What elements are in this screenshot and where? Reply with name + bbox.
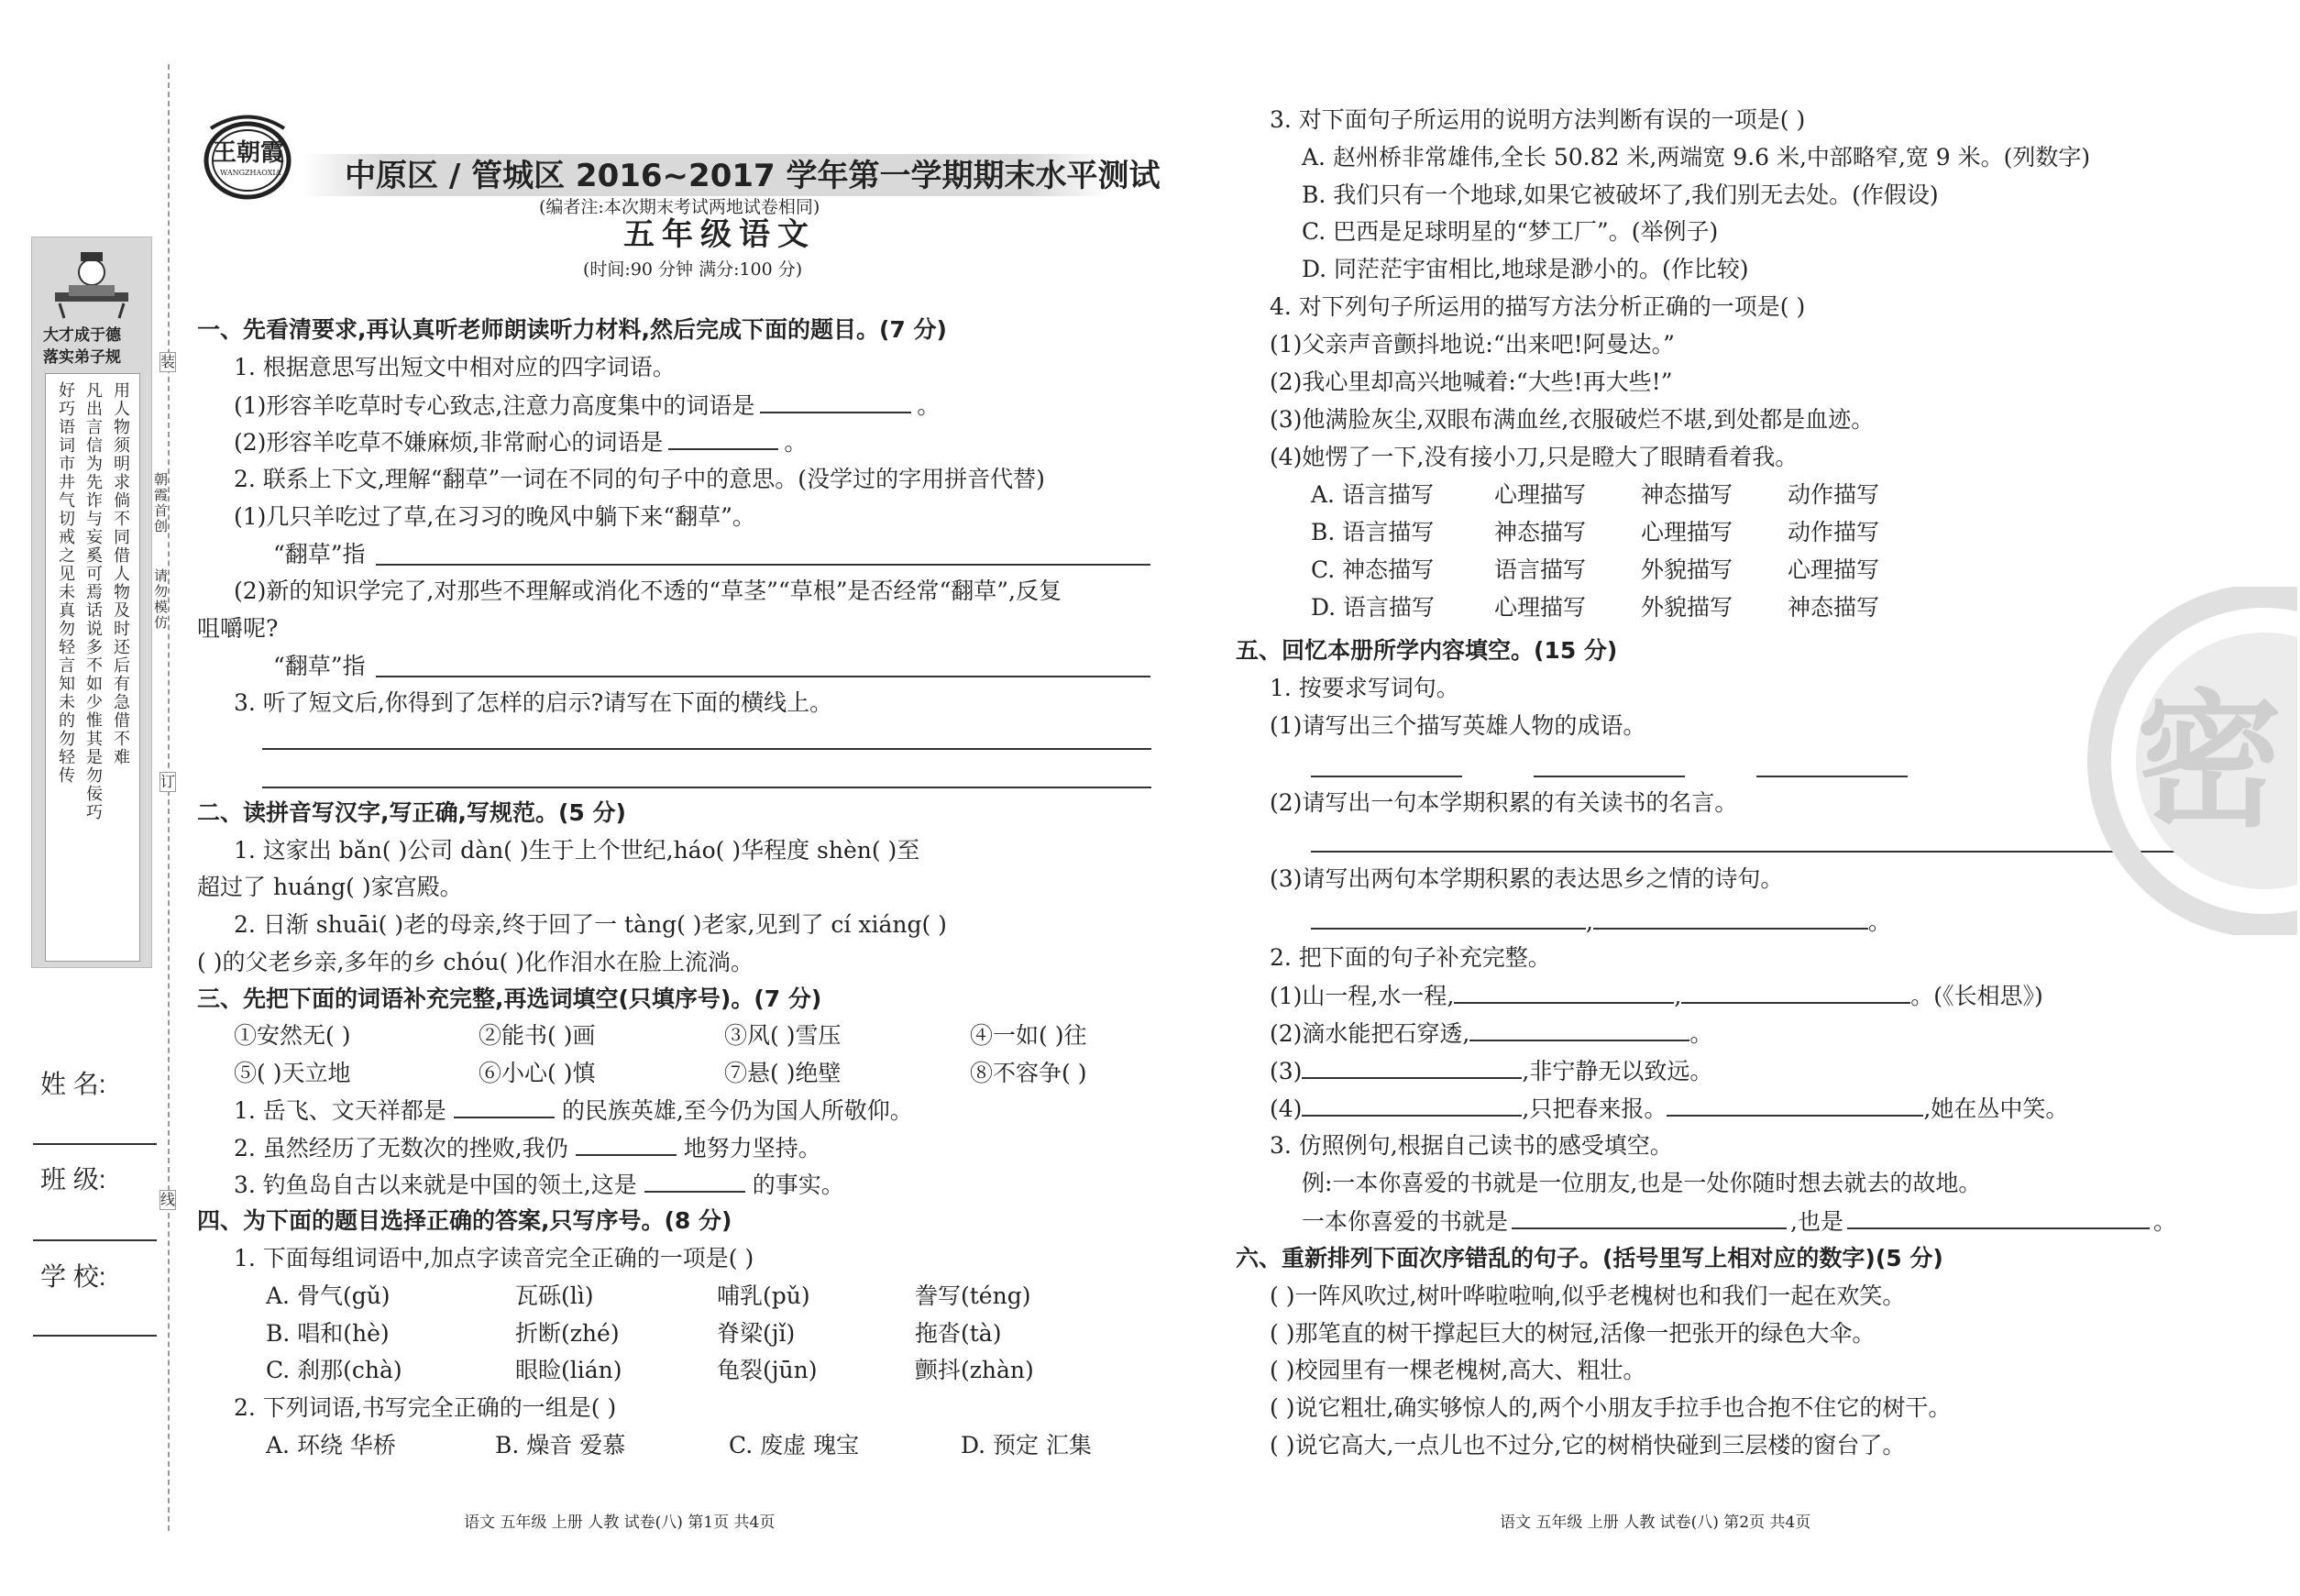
binding-margin-line — [168, 64, 170, 1531]
left-page-footer: 语文 五年级 上册 人教 试卷(八) 第1页 共4页 — [464, 1513, 776, 1532]
logo-text: 王朝霞 — [213, 139, 285, 167]
s5-q2a — [1270, 982, 2043, 1010]
s3-q1-b: 的民族英雄,至今仍为国人所敬仰。 — [561, 1097, 913, 1124]
s5-q1a-blank-2[interactable] — [1534, 776, 1685, 777]
s5-q2d-blank-1[interactable] — [1302, 1095, 1522, 1117]
s4-q1-A-2: 瓦砾(lì) — [515, 1282, 594, 1309]
s5-fill-period: 。 — [2152, 1208, 2176, 1235]
r-q3: 3. 对下面句子所运用的说明方法判断有误的一项是( ) — [1270, 106, 1806, 133]
s1-q2a-answer-line[interactable] — [376, 564, 1150, 566]
s3-word-8: ⑧不容争( ) — [970, 1060, 1087, 1086]
s6-item-2: ( )那笔直的树干撑起巨大的树冠,活像一把张开的绿色大伞。 — [1270, 1320, 1876, 1347]
s5-q1a-blank-1[interactable] — [1311, 776, 1462, 777]
s5-q1c-blank-2[interactable] — [1593, 908, 1868, 930]
r-q4-A-2: 心理描写 — [1494, 481, 1587, 508]
name-label: 姓 名: — [40, 1070, 106, 1098]
s1-q2b-line1: (2)新的知识学完了,对那些不理解或消化不透的“草茎”“草根”是否经常“翻草”,反复 — [234, 578, 1062, 604]
r-q4-B-4: 动作描写 — [1788, 519, 1880, 545]
s1-q2: 2. 联系上下文,理解“翻草”一词在不同的句子中的意思。(没学过的字用拼音代替) — [234, 466, 1045, 492]
s1-q2b-line2: 咀嚼呢? — [197, 615, 279, 642]
s3-q3 — [234, 1171, 844, 1199]
s1-q3-line-2[interactable] — [262, 787, 1151, 788]
scholar-figure — [50, 247, 133, 320]
r-q4-C-1: C. 神态描写 — [1311, 556, 1435, 583]
s5-fill — [1302, 1207, 2176, 1236]
s3-word-7: ⑦悬( )绝壁 — [724, 1060, 842, 1086]
s5-q2d — [1270, 1095, 2068, 1123]
s5-q2a-a: (1)山一程,水一程, — [1270, 983, 1455, 1009]
r-q4-D-3: 外貌描写 — [1641, 594, 1733, 621]
s3-q1 — [234, 1096, 913, 1125]
s4-q2-C: C. 废虚 瑰宝 — [729, 1432, 860, 1458]
r-q4-A-1: A. 语言描写 — [1311, 481, 1434, 508]
s1-q1a-text: (1)形容羊吃草时专心致志,注意力高度集中的词语是 — [234, 392, 755, 419]
r-q4-D-4: 神态描写 — [1788, 594, 1880, 621]
time-info: (时间:90 分钟 满分:100 分) — [583, 259, 803, 280]
r-q3-D: D. 同茫茫宇宙相比,地球是渺小的。(作比较) — [1302, 256, 1749, 282]
s5-q2: 2. 把下面的句子补充完整。 — [1270, 944, 1551, 971]
school-field[interactable] — [33, 1335, 157, 1337]
s5-example: 例:一本你喜爱的书就是一位朋友,也是一处你随时想去就去的故地。 — [1302, 1170, 1982, 1196]
s3-word-2: ②能书( )画 — [479, 1022, 596, 1049]
s3-q3-blank[interactable] — [644, 1171, 745, 1193]
s5-q2b — [1270, 1019, 1712, 1048]
s3-q3-b: 的事实。 — [752, 1172, 844, 1198]
brand-logo — [193, 110, 303, 202]
section-5-title: 五、回忆本册所学内容填空。(15 分) — [1236, 637, 1618, 664]
s5-q2c-blank[interactable] — [1302, 1057, 1522, 1079]
s5-q1: 1. 按要求写词句。 — [1270, 675, 1459, 701]
s5-q1a: (1)请写出三个描写英雄人物的成语。 — [1270, 712, 1646, 739]
r-q4-B-3: 心理描写 — [1641, 519, 1733, 545]
s5-q2b-blank[interactable] — [1469, 1019, 1689, 1041]
r-q4-s1: (1)父亲声音颤抖地说:“出来吧!阿曼达。” — [1270, 331, 1675, 358]
school-label: 学 校: — [40, 1262, 106, 1291]
s6-item-3: ( )校园里有一棵老槐树,高大、粗壮。 — [1270, 1357, 1646, 1383]
s5-q1b: (2)请写出一句本学期积累的有关读书的名言。 — [1270, 789, 1738, 816]
s3-q2-blank[interactable] — [576, 1134, 677, 1156]
s4-q1-C-3: 龟裂(jūn) — [717, 1357, 818, 1383]
s3-q1-blank[interactable] — [454, 1096, 555, 1118]
section-2-title: 二、读拼音写汉字,写正确,写规范。(5 分) — [197, 799, 626, 826]
s3-q1-a: 1. 岳飞、文天祥都是 — [234, 1097, 446, 1124]
stamp-text: 密 — [2136, 675, 2283, 847]
s5-q2c-a: (3) — [1270, 1058, 1303, 1084]
s5-q1c-period: 。 — [1867, 908, 1891, 935]
r-q4-C-4: 心理描写 — [1788, 556, 1880, 583]
s2-line-4: ( )的父老乡亲,多年的乡 chóu( )化作泪水在脸上流淌。 — [197, 949, 754, 975]
binding-label-ding: 订 — [160, 773, 176, 790]
s3-word-1: ①安然无( ) — [234, 1022, 351, 1049]
r-q4-D-2: 心理描写 — [1494, 594, 1587, 621]
section-1-title: 一、先看清要求,再认真听老师朗读听力材料,然后完成下面的题目。(7 分) — [197, 316, 947, 343]
s5-q1c-blank-1[interactable] — [1311, 908, 1586, 930]
r-q3-B: B. 我们只有一个地球,如果它被破坏了,我们别无去处。(作假设) — [1302, 182, 1939, 208]
subject-title: 五年级语文 — [623, 216, 816, 253]
s1-q2b-answer-line[interactable] — [376, 676, 1150, 677]
s1-q1b — [234, 428, 807, 457]
class-field[interactable] — [33, 1239, 157, 1241]
s1-q3: 3. 听了短文后,你得到了怎样的启示?请写在下面的横线上。 — [234, 689, 833, 716]
s4-q1-B-3: 脊梁(jǐ) — [717, 1320, 796, 1347]
s4-q1-A-4: 誊写(téng) — [915, 1282, 1031, 1309]
r-q4-A-3: 神态描写 — [1641, 481, 1733, 508]
s5-q2d-b: ,只把春来报。 — [1522, 1095, 1667, 1122]
section-3-title: 三、先把下面的词语补充完整,再选词填空(只填序号)。(7 分) — [197, 985, 822, 1012]
s5-q2d-c: ,她在丛中笑。 — [1923, 1095, 2069, 1122]
s5-q2d-a: (4) — [1270, 1095, 1303, 1122]
r-q4: 4. 对下列句子所运用的描写方法分析正确的一项是( ) — [1270, 293, 1806, 320]
s1-q1a — [234, 391, 940, 420]
right-page-footer: 语文 五年级 上册 人教 试卷(八) 第2页 共4页 — [1500, 1513, 1811, 1532]
s6-item-5: ( )说它高大,一点儿也不过分,它的树梢快碰到三层楼的窗台了。 — [1270, 1432, 1906, 1458]
s1-q3-line-1[interactable] — [262, 748, 1151, 750]
s5-q2a-comma: , — [1674, 983, 1682, 1009]
s1-q2a: (1)几只羊吃过了草,在习习的晚风中躺下来“翻草”。 — [234, 503, 755, 530]
s5-q2b-a: (2)滴水能把石穿透, — [1270, 1020, 1470, 1047]
s4-q1-A-3: 哺乳(pǔ) — [717, 1282, 810, 1309]
s4-q2-B: B. 燥音 爱慕 — [495, 1432, 626, 1458]
s2-line-2: 超过了 huáng( )家宫殿。 — [197, 874, 463, 900]
s5-q2b-period: 。 — [1689, 1020, 1713, 1047]
copyright-note-2: 请勿模仿 — [152, 568, 169, 631]
motto-column-3: 用人物须明求倘不同借人物及时还后有急借不难 — [111, 381, 130, 766]
r-q3-A: A. 赵州桥非常雄伟,全长 50.82 米,两端宽 9.6 米,中部略窄,宽 9 米。(列数字) — [1302, 144, 2091, 171]
confidential-stamp-icon — [2081, 587, 2297, 935]
s5-q2c-b: ,非宁静无以致远。 — [1522, 1058, 1713, 1084]
s1-q2b-label: “翻草”指 — [273, 653, 366, 679]
s5-q2a-blank-1[interactable] — [1454, 982, 1674, 1004]
r-q4-s2: (2)我心里却高兴地喊着:“大些!再大些!” — [1270, 369, 1673, 395]
s5-q1a-blank-3[interactable] — [1756, 776, 1908, 777]
r-q4-s3: (3)他满脸灰尘,双眼布满血丝,衣服破烂不堪,到处都是血迹。 — [1270, 406, 1875, 433]
s4-q1: 1. 下面每组词语中,加点字读音完全正确的一项是( ) — [234, 1245, 754, 1271]
s4-q2-A: A. 环绕 华桥 — [266, 1432, 396, 1458]
s4-q1-A-1: A. 骨气(gǔ) — [266, 1282, 391, 1309]
class-label: 班 级: — [40, 1165, 106, 1194]
s4-q1-C-4: 颤抖(zhàn) — [915, 1357, 1034, 1383]
s5-fill-a: 一本你喜爱的书就是 — [1302, 1208, 1509, 1235]
sidebar-panel — [31, 237, 152, 968]
s5-q1c-line — [1311, 908, 1891, 936]
s3-q2-b: 地努力坚持。 — [683, 1135, 821, 1161]
s5-q3: 3. 仿照例句,根据自己读书的感受填空。 — [1270, 1132, 1673, 1159]
s3-word-6: ⑥小心( )慎 — [479, 1060, 596, 1086]
motto-line-1: 大才成于德 — [43, 326, 121, 345]
s4-q2-D: D. 预定 汇集 — [961, 1432, 1092, 1458]
binding-label-zhuang: 装 — [160, 353, 176, 370]
s6-item-1: ( )一阵风吹过,树叶哗啦啦响,似乎老槐树也和我们一起在欢笑。 — [1270, 1282, 1906, 1309]
copyright-note-1: 朝霞首创 — [152, 472, 169, 534]
r-q4-s4: (4)她愣了一下,没有接小刀,只是瞪大了眼睛看着我。 — [1270, 444, 1799, 470]
s3-q2 — [234, 1134, 821, 1162]
s2-line-3: 2. 日渐 shuāi( )老的母亲,终于回了一 tàng( )老家,见到了 cí xiáng( ) — [234, 911, 947, 938]
motto-column-1: 好巧语词市井气切戒之见未真勿轻言知未的勿轻传 — [56, 381, 75, 785]
s1-q1b-text: (2)形容羊吃草不嫌麻烦,非常耐心的词语是 — [234, 429, 664, 456]
logo-sub: WANGZHAOXIA — [220, 169, 281, 177]
exam-title: 中原区 / 管城区 2016~2017 学年第一学期期末水平测试 — [345, 158, 1161, 194]
r-q3-C: C. 巴西是足球明星的“梦工厂”。(举例子) — [1302, 218, 1719, 245]
s4-q1-C-1: C. 刹那(chà) — [266, 1357, 402, 1383]
s3-word-5: ⑤( )天立地 — [234, 1060, 351, 1086]
name-field[interactable] — [33, 1143, 157, 1145]
s5-fill-blank-2[interactable] — [1847, 1207, 2150, 1229]
motto-column-2: 凡出言信为先诈与妄奚可焉话说多不如少惟其是勿佞巧 — [83, 381, 103, 821]
section-4-title: 四、为下面的题目选择正确的答案,只写序号。(8 分) — [197, 1207, 732, 1234]
s6-item-4: ( )说它粗壮,确实够惊人的,两个小朋友手拉手也合抱不住它的树干。 — [1270, 1394, 1952, 1421]
s1-q1a-blank[interactable] — [760, 391, 911, 413]
r-q4-C-2: 语言描写 — [1494, 556, 1587, 583]
s5-fill-blank-1[interactable] — [1512, 1207, 1787, 1229]
r-q4-B-2: 神态描写 — [1494, 519, 1587, 545]
s2-line-1: 1. 这家出 bǎn( )公司 dàn( )生于上个世纪,háo( )华程度 shèn( )至 — [234, 837, 920, 864]
s1-q1b-period: 。 — [784, 429, 808, 456]
s4-q1-B-2: 折断(zhé) — [515, 1320, 620, 1347]
s5-q1b-answer-line[interactable] — [1311, 851, 2186, 853]
motto-line-2: 落实弟子规 — [43, 348, 121, 367]
s3-q3-a: 3. 钓鱼岛自古以来就是中国的领土,这是 — [234, 1172, 637, 1198]
s5-q1c: (3)请写出两句本学期积累的表达思乡之情的诗句。 — [1270, 865, 1784, 892]
s1-q1b-blank[interactable] — [668, 428, 778, 450]
s1-q2a-label: “翻草”指 — [273, 541, 366, 567]
s5-q2c — [1270, 1057, 1712, 1085]
s5-q2a-b: 。(《长相思》) — [1910, 983, 2043, 1009]
s1-q1: 1. 根据意思写出短文中相对应的四字词语。 — [234, 354, 676, 380]
s1-q1a-period: 。 — [917, 392, 941, 419]
s4-q1-B-1: B. 唱和(hè) — [266, 1320, 390, 1347]
s3-word-4: ④一如( )往 — [970, 1022, 1087, 1049]
s5-q1c-comma: , — [1586, 908, 1593, 935]
s5-q2d-blank-2[interactable] — [1667, 1095, 1923, 1117]
r-q4-B-1: B. 语言描写 — [1311, 519, 1435, 545]
r-q4-C-3: 外貌描写 — [1641, 556, 1733, 583]
binding-label-xian: 线 — [160, 1191, 176, 1208]
s5-fill-b: ,也是 — [1790, 1208, 1843, 1235]
s5-q2a-blank-2[interactable] — [1681, 982, 1910, 1004]
r-q4-D-1: D. 语言描写 — [1311, 594, 1436, 621]
r-q4-A-4: 动作描写 — [1788, 481, 1880, 508]
s4-q1-C-2: 眼睑(lián) — [515, 1357, 622, 1383]
s3-q2-a: 2. 虽然经历了无数次的挫败,我仍 — [234, 1135, 568, 1161]
section-6-title: 六、重新排列下面次序错乱的句子。(括号里写上相对应的数字)(5 分) — [1236, 1245, 1943, 1271]
editor-note: (编者注:本次期末考试两地试卷相同) — [539, 197, 820, 217]
s4-q1-B-4: 拖沓(tà) — [915, 1320, 1002, 1347]
motto-box — [45, 373, 140, 962]
s3-word-3: ③风( )雪压 — [724, 1022, 842, 1049]
s4-q2: 2. 下列词语,书写完全正确的一组是( ) — [234, 1394, 617, 1421]
